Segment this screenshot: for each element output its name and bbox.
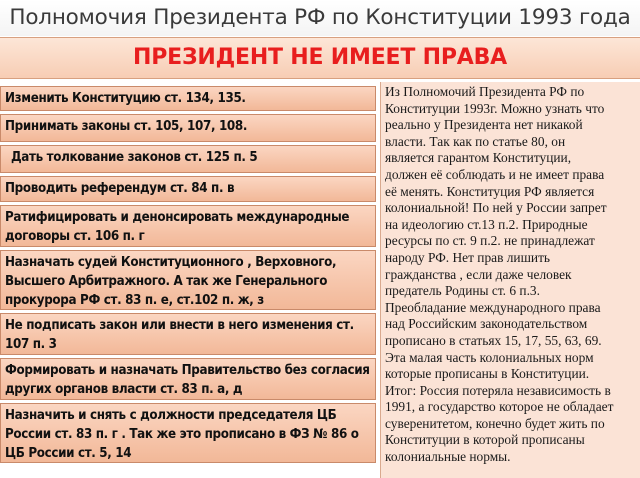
- restriction-row: Назначить и снять с должности председателя ЦБ России ст. 83 п. г . Так же это прописано в ФЗ № 86 о ЦБ России ст. 5, 14: [0, 403, 376, 463]
- restriction-row: Изменить Конституцию ст. 134, 135.: [0, 86, 376, 111]
- slide-title: Полномочия Президента РФ по Конституции 1993 года: [0, 0, 640, 36]
- commentary-line: над Российским законодательством: [385, 316, 588, 332]
- commentary-line: предатель Родины ст. 6 п.3.: [385, 283, 540, 299]
- restriction-row: Дать толкование законов ст. 125 п. 5: [0, 145, 376, 173]
- commentary-line: является гарантом Конституции,: [385, 150, 572, 166]
- commentary-line: суверенитетом, конечно будет жить по: [385, 415, 605, 431]
- commentary-line: прописано в статьях 15, 17, 55, 63, 69.: [385, 332, 602, 348]
- commentary-line: которые прописаны в Конституции.: [385, 366, 590, 382]
- commentary-line: Эта малая часть колониальных норм: [385, 349, 594, 365]
- restriction-row: Формировать и назначать Правительство без согласия других органов власти ст. 83 п. а, д: [0, 358, 376, 400]
- commentary-line: должен её соблюдать и не имеет права: [385, 166, 605, 182]
- restriction-row: Не подписать закон или внести в него изменения ст. 107 п. 3: [0, 313, 376, 355]
- commentary-line: Преобладание международного права: [385, 299, 601, 315]
- commentary-line: власти. Так как по статье 80, он: [385, 133, 566, 149]
- commentary-line: гражданства , если даже человек: [385, 266, 572, 282]
- commentary-line: на идеологию ст.13 п.2. Природные: [385, 216, 588, 232]
- restriction-row: Проводить референдум ст. 84 п. в: [0, 176, 376, 202]
- commentary-line: народу РФ. Нет прав лишить: [385, 249, 551, 265]
- commentary-line: колониальной! По ней у России запрет: [385, 200, 607, 216]
- commentary-text: [385, 84, 637, 466]
- restriction-row: Назначать судей Конституционного , Верховного, Высшего Арбитражного. А так же Генерального прокурора РФ ст. 83 п. е, ст.102 п. ж, з: [0, 250, 376, 310]
- commentary-line: Конституции в которой прописаны: [385, 432, 585, 448]
- commentary-line: 1991, а государство которое не обладает: [385, 399, 614, 415]
- restriction-row: Принимать законы ст. 105, 107, 108.: [0, 114, 376, 142]
- commentary-line: колониальные нормы.: [385, 449, 511, 465]
- commentary-line: Конституции 1993г. Можно узнать что: [385, 100, 605, 116]
- commentary-line: ресурсы по ст. 9 п.2. не принадлежат: [385, 233, 595, 249]
- commentary-line: реально у Президента нет никакой: [385, 117, 583, 133]
- commentary-line: Итог: Россия потеряла независимость в: [385, 382, 611, 398]
- banner-heading: ПРЕЗИДЕНТ НЕ ИМЕЕТ ПРАВА: [0, 37, 640, 79]
- commentary-line: её менять. Конституция РФ является: [385, 183, 595, 199]
- commentary-line: Из Полномочий Президента РФ по: [385, 84, 585, 99]
- restriction-row: Ратифицировать и денонсировать международные договоры ст. 106 п. г: [0, 205, 376, 247]
